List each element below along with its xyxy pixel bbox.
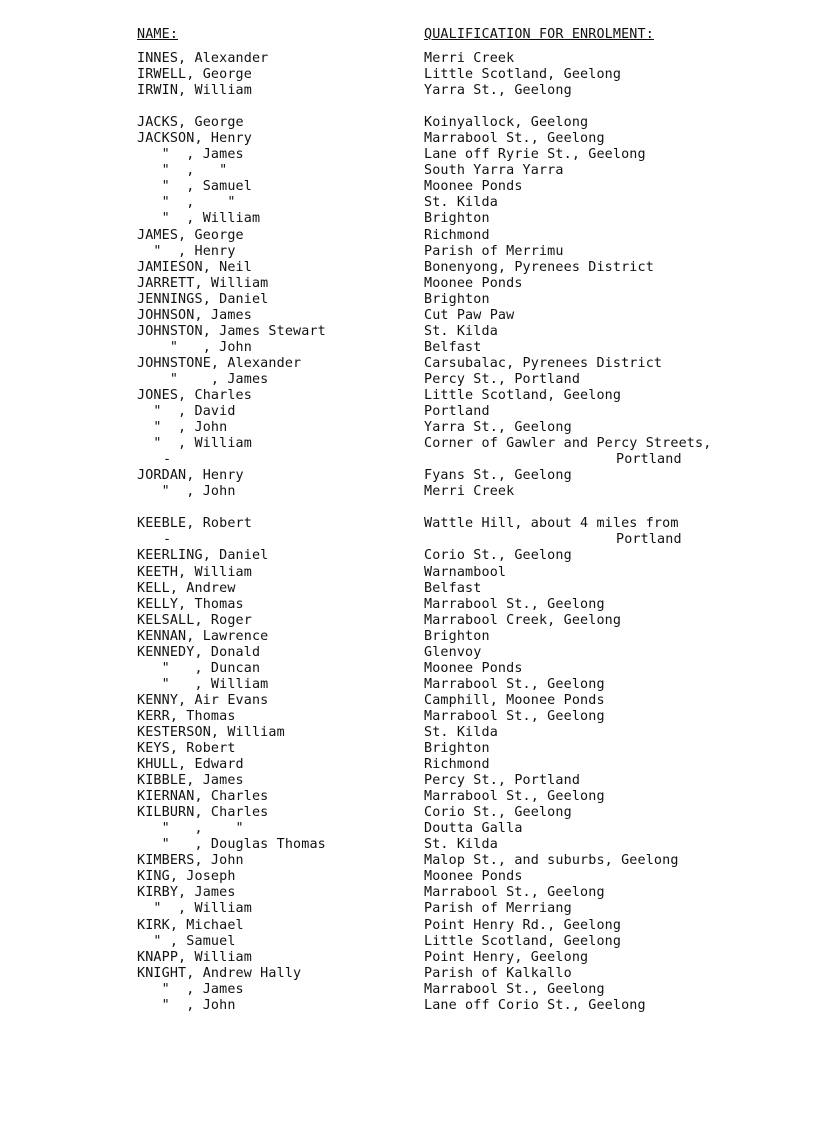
entry-qualification: Brighton (424, 211, 490, 227)
entry-name: IRWIN, William (137, 83, 252, 99)
entry-qualification: Brighton (424, 628, 490, 644)
list-item (0, 773, 816, 789)
list-item (0, 67, 816, 83)
list-item (0, 661, 816, 677)
list-item (0, 741, 816, 757)
list-item (0, 629, 816, 645)
list-item (0, 276, 816, 292)
entry-name: " , Douglas Thomas (137, 837, 326, 853)
entry-qualification: Marrabool St., Geelong (424, 981, 605, 997)
entry-name: KEYS, Robert (137, 741, 236, 757)
entry-name: KIERNAN, Charles (137, 789, 269, 805)
list-item (0, 613, 816, 629)
entry-qualification: Koinyallock, Geelong (424, 115, 589, 131)
entry-qualification: Point Henry, Geelong (424, 949, 589, 965)
entry-name: KNIGHT, Andrew Hally (137, 965, 302, 981)
list-item (0, 901, 816, 917)
list-item (0, 452, 816, 468)
entry-qualification: St. Kilda (424, 323, 498, 339)
section-gap (0, 99, 816, 115)
list-item (0, 388, 816, 404)
entry-qualification: Cut Paw Paw (424, 307, 515, 323)
entry-name: KEERLING, Daniel (137, 548, 269, 564)
entry-name: " , David (137, 404, 236, 420)
entry-name: " , " (137, 195, 236, 211)
entry-qualification: Camphill, Moonee Ponds (424, 692, 605, 708)
entry-qualification: Corio St., Geelong (424, 548, 572, 564)
entry-name: JONES, Charles (137, 387, 252, 403)
list-item (0, 83, 816, 99)
entry-name: KELL, Andrew (137, 580, 236, 596)
entry-qualification: Little Scotland, Geelong (424, 933, 622, 949)
entry-name: " , John (137, 420, 228, 436)
entry-name: KILBURN, Charles (137, 805, 269, 821)
entry-name: " , William (137, 676, 269, 692)
list-item (0, 821, 816, 837)
entry-qualification: Richmond (424, 227, 490, 243)
entry-name: " , James (137, 147, 244, 163)
entry-qualification: Point Henry Rd., Geelong (424, 917, 622, 933)
entry-qualification: Doutta Galla (424, 821, 523, 837)
entry-qualification: Little Scotland, Geelong (424, 67, 622, 83)
entry-name: KIRK, Michael (137, 917, 244, 933)
entry-qualification: Moonee Ponds (424, 179, 523, 195)
entry-name: IRWELL, George (137, 67, 252, 83)
list-item (0, 340, 816, 356)
list-item (0, 115, 816, 131)
list-item (0, 260, 816, 276)
list-item (0, 597, 816, 613)
list-item (0, 548, 816, 564)
list-item (0, 292, 816, 308)
list-item (0, 982, 816, 998)
entry-qualification: Marrabool Creek, Geelong (424, 612, 622, 628)
list-item (0, 244, 816, 260)
entry-qualification: Portland (424, 404, 490, 420)
entry-name: KEETH, William (137, 564, 252, 580)
entry-name: " , James (137, 981, 244, 997)
entry-qualification: Corio St., Geelong (424, 805, 572, 821)
entry-name: KIRBY, James (137, 885, 236, 901)
entry-qualification: Warnambool (424, 564, 507, 580)
entry-qualification: Percy St., Portland (424, 371, 581, 387)
entry-qualification: Little Scotland, Geelong (424, 387, 622, 403)
entry-name: " , William (137, 436, 252, 452)
list-item (0, 420, 816, 436)
entry-qualification: Portland (616, 452, 682, 468)
entry-qualification: Merri Creek (424, 484, 515, 500)
entry-name: " , John (137, 339, 252, 355)
entry-name: " , John (137, 484, 236, 500)
list-item (0, 228, 816, 244)
name-column-header: NAME: (137, 27, 179, 42)
entry-qualification: St. Kilda (424, 195, 498, 211)
entry-qualification: Brighton (424, 291, 490, 307)
entry-qualification: Parish of Kalkallo (424, 965, 572, 981)
entry-name: " , William (137, 211, 261, 227)
list-item (0, 998, 816, 1014)
list-item (0, 131, 816, 147)
list-item (0, 211, 816, 227)
entry-qualification: Fyans St., Geelong (424, 468, 572, 484)
section-gap (0, 500, 816, 516)
list-item (0, 404, 816, 420)
entry-qualification: Portland (616, 532, 682, 548)
entry-name: JOHNSON, James (137, 307, 252, 323)
entry-qualification: Malop St., and suburbs, Geelong (424, 853, 679, 869)
entry-name: KESTERSON, William (137, 724, 285, 740)
list-item (0, 789, 816, 805)
list-item (0, 950, 816, 966)
entry-name: JAMES, George (137, 227, 244, 243)
entry-name: KHULL, Edward (137, 757, 244, 773)
entry-name: " , John (137, 997, 236, 1013)
list-item (0, 645, 816, 661)
list-item (0, 484, 816, 500)
entry-name: - (163, 452, 172, 468)
entry-qualification: Brighton (424, 741, 490, 757)
list-item (0, 693, 816, 709)
entry-name: " , Samuel (137, 933, 236, 949)
list-item (0, 324, 816, 340)
entry-qualification: Moonee Ponds (424, 869, 523, 885)
entry-qualification: Marrabool St., Geelong (424, 596, 605, 612)
list-item (0, 51, 816, 67)
entry-name: JACKS, George (137, 115, 244, 131)
entry-qualification: Carsubalac, Pyrenees District (424, 355, 663, 371)
entry-name: KIMBERS, John (137, 853, 244, 869)
list-item (0, 757, 816, 773)
list-item (0, 195, 816, 211)
list-item (0, 853, 816, 869)
entry-qualification: Belfast (424, 339, 482, 355)
entry-name: JOHNSTONE, Alexander (137, 355, 302, 371)
entry-qualification: South Yarra Yarra (424, 163, 564, 179)
entry-qualification: Marrabool St., Geelong (424, 885, 605, 901)
entry-qualification: Yarra St., Geelong (424, 83, 572, 99)
list-item (0, 468, 816, 484)
entry-qualification: Marrabool St., Geelong (424, 676, 605, 692)
list-item (0, 837, 816, 853)
entry-qualification: Moonee Ponds (424, 275, 523, 291)
entry-name: KIBBLE, James (137, 773, 244, 789)
entry-qualification: Marrabool St., Geelong (424, 708, 605, 724)
entry-name: " , " (137, 821, 244, 837)
entry-name: JACKSON, Henry (137, 131, 252, 147)
entry-name: KEEBLE, Robert (137, 516, 252, 532)
list-item (0, 308, 816, 324)
list-item (0, 179, 816, 195)
list-item (0, 163, 816, 179)
entry-name: KNAPP, William (137, 949, 252, 965)
entry-name: JORDAN, Henry (137, 468, 244, 484)
entry-name: JAMIESON, Neil (137, 259, 252, 275)
list-item (0, 677, 816, 693)
entry-name: " , Henry (137, 243, 236, 259)
entry-qualification: Parish of Merrimu (424, 243, 564, 259)
entry-name: " , James (137, 371, 269, 387)
entry-name: JARRETT, William (137, 275, 269, 291)
entry-qualification: Richmond (424, 757, 490, 773)
list-item (0, 532, 816, 548)
list-item (0, 934, 816, 950)
entry-name: " , William (137, 901, 252, 917)
entry-name: JENNINGS, Daniel (137, 291, 269, 307)
list-item (0, 372, 816, 388)
entry-name: - (163, 532, 172, 548)
enrolment-list (0, 51, 816, 1014)
list-item (0, 436, 816, 452)
entry-name: KELLY, Thomas (137, 596, 244, 612)
list-item (0, 356, 816, 372)
qualification-column-header: QUALIFICATION FOR ENROLMENT: (424, 27, 654, 42)
entry-name: JOHNSTON, James Stewart (137, 323, 326, 339)
entry-qualification: Percy St., Portland (424, 773, 581, 789)
list-item (0, 516, 816, 532)
list-item (0, 805, 816, 821)
list-item (0, 709, 816, 725)
list-item (0, 869, 816, 885)
list-item (0, 147, 816, 163)
entry-qualification: Lane off Corio St., Geelong (424, 997, 646, 1013)
entry-qualification: Belfast (424, 580, 482, 596)
entry-qualification: Yarra St., Geelong (424, 420, 572, 436)
entry-qualification: Bonenyong, Pyrenees District (424, 259, 654, 275)
list-item (0, 885, 816, 901)
entry-qualification: Wattle Hill, about 4 miles from (424, 516, 679, 532)
entry-qualification: Corner of Gawler and Percy Streets, (424, 436, 712, 452)
entry-name: KENNAN, Lawrence (137, 628, 269, 644)
entry-qualification: Merri Creek (424, 51, 515, 66)
entry-name: " , " (137, 163, 228, 179)
entry-qualification: St. Kilda (424, 724, 498, 740)
entry-name: INNES, Alexander (137, 51, 269, 66)
entry-qualification: Moonee Ponds (424, 660, 523, 676)
entry-name: KING, Joseph (137, 869, 236, 885)
entry-qualification: Marrabool St., Geelong (424, 131, 605, 147)
entry-name: " , Samuel (137, 179, 252, 195)
entry-name: KENNEDY, Donald (137, 644, 261, 660)
entry-name: " , Duncan (137, 660, 261, 676)
entry-qualification: Parish of Merriang (424, 901, 572, 917)
entry-qualification: Lane off Ryrie St., Geelong (424, 147, 646, 163)
list-item (0, 725, 816, 741)
entry-name: KELSALL, Roger (137, 612, 252, 628)
entry-name: KERR, Thomas (137, 708, 236, 724)
list-item (0, 565, 816, 581)
entry-qualification: Marrabool St., Geelong (424, 789, 605, 805)
entry-qualification: St. Kilda (424, 837, 498, 853)
list-item (0, 966, 816, 982)
entry-qualification: Glenvoy (424, 644, 482, 660)
entry-name: KENNY, Air Evans (137, 692, 269, 708)
list-item (0, 581, 816, 597)
list-item (0, 918, 816, 934)
